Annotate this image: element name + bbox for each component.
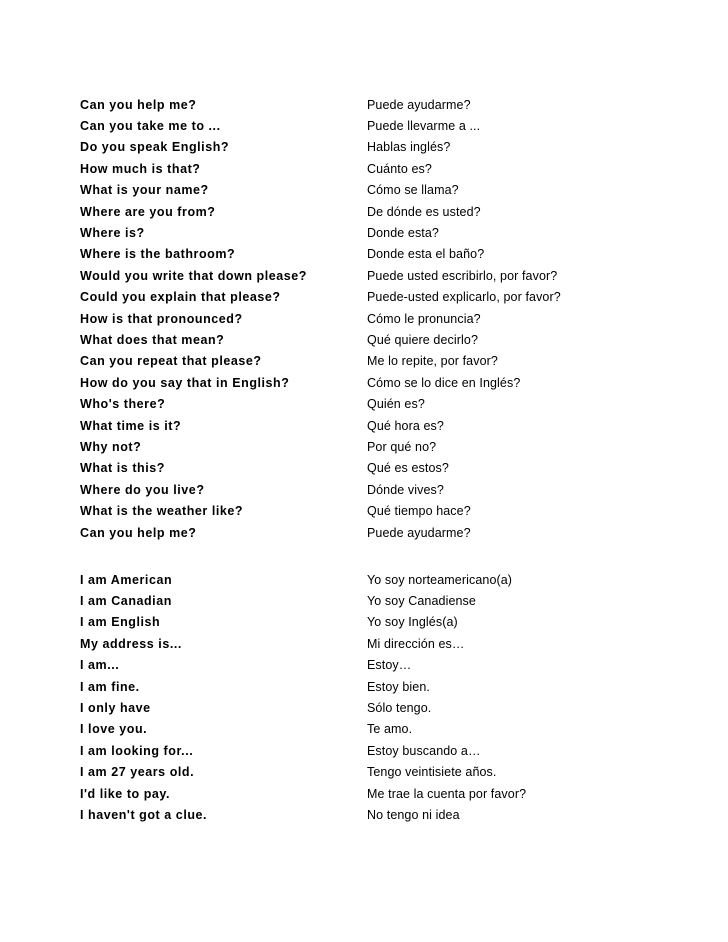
english-phrase: Where do you live? (80, 482, 205, 497)
english-phrase: I am fine. (80, 679, 140, 694)
spanish-translation: No tengo ni idea (367, 807, 460, 822)
english-phrase: What time is it? (80, 418, 182, 433)
phrase-row (80, 415, 640, 436)
spanish-translation: Qué quiere decirlo? (367, 332, 478, 347)
english-phrase: I love you. (80, 722, 148, 737)
spanish-translation: Puede usted escribirlo, por favor? (367, 268, 558, 283)
phrase-row (80, 393, 640, 414)
spanish-translation: Qué tiempo hace? (367, 504, 471, 519)
spanish-translation: Qué hora es? (367, 418, 444, 433)
english-phrase: I am English (80, 615, 161, 630)
spanish-translation: Puede ayudarme? (367, 525, 471, 540)
english-phrase: Do you speak English? (80, 140, 230, 155)
phrase-row (80, 633, 640, 654)
phrase-row (80, 351, 640, 372)
spanish-translation: Cómo le pronuncia? (367, 311, 481, 326)
spanish-translation: Me trae la cuenta por favor? (367, 786, 527, 801)
english-phrase: My address is... (80, 636, 182, 651)
phrase-row (80, 137, 640, 158)
english-phrase: Can you help me? (80, 525, 197, 540)
phrase-row (80, 287, 640, 308)
phrase-row (80, 94, 640, 115)
spanish-translation: Me lo repite, por favor? (367, 354, 498, 369)
phrase-row (80, 458, 640, 479)
english-phrase: I'd like to pay. (80, 786, 171, 801)
spanish-translation: Sólo tengo. (367, 701, 432, 716)
spanish-translation: Puede ayudarme? (367, 97, 471, 112)
questions-phrase-list (80, 94, 640, 543)
spanish-translation: Qué es estos? (367, 461, 449, 476)
english-phrase: I am American (80, 572, 173, 587)
phrase-row (80, 329, 640, 350)
english-phrase: I am... (80, 658, 120, 673)
spanish-translation: Estoy bien. (367, 679, 430, 694)
spanish-translation: Cuánto es? (367, 161, 432, 176)
english-phrase: How do you say that in English? (80, 375, 290, 390)
phrase-row (80, 244, 640, 265)
phrase-row (80, 783, 640, 804)
phrase-row (80, 522, 640, 543)
spanish-translation: Dónde vives? (367, 482, 444, 497)
phrase-row (80, 655, 640, 676)
phrase-row (80, 804, 640, 825)
english-phrase: Would you write that down please? (80, 268, 307, 283)
spanish-translation: Mi dirección es… (367, 636, 465, 651)
spanish-translation: Hablas inglés? (367, 140, 451, 155)
english-phrase: Where is the bathroom? (80, 247, 236, 262)
english-phrase: I am Canadian (80, 594, 172, 609)
spanish-translation: Quién es? (367, 397, 425, 412)
phrase-row (80, 180, 640, 201)
phrase-row (80, 479, 640, 500)
english-phrase: What does that mean? (80, 332, 225, 347)
phrase-row (80, 762, 640, 783)
phrase-row (80, 201, 640, 222)
phrase-row (80, 676, 640, 697)
spanish-translation: De dónde es usted? (367, 204, 481, 219)
english-phrase: Where are you from? (80, 204, 216, 219)
english-phrase: Where is? (80, 226, 145, 241)
english-phrase: Can you take me to ... (80, 119, 221, 134)
spanish-translation: Tengo veintisiete años. (367, 765, 497, 780)
phrase-row (80, 265, 640, 286)
english-phrase: Could you explain that please? (80, 290, 281, 305)
phrase-row (80, 308, 640, 329)
spanish-translation: Yo soy norteamericano(a) (367, 572, 513, 587)
phrase-row (80, 500, 640, 521)
phrase-row (80, 158, 640, 179)
phrase-row (80, 697, 640, 718)
spanish-translation: Donde esta el baño? (367, 247, 485, 262)
spanish-translation: Cómo se llama? (367, 183, 459, 198)
spanish-translation: Donde esta? (367, 226, 439, 241)
phrase-row (80, 436, 640, 457)
english-phrase: I only have (80, 701, 151, 716)
english-phrase: Why not? (80, 439, 142, 454)
statements-phrase-list (80, 569, 640, 826)
english-phrase: I am 27 years old. (80, 765, 195, 780)
phrase-row (80, 590, 640, 611)
english-phrase: Can you help me? (80, 97, 197, 112)
english-phrase: How is that pronounced? (80, 311, 243, 326)
phrase-row (80, 569, 640, 590)
spanish-translation: Estoy buscando a… (367, 743, 481, 758)
english-phrase: What is the weather like? (80, 504, 244, 519)
phrase-row (80, 372, 640, 393)
spanish-translation: Yo soy Inglés(a) (367, 615, 458, 630)
phrase-row (80, 222, 640, 243)
english-phrase: Can you repeat that please? (80, 354, 262, 369)
phrase-row (80, 612, 640, 633)
english-phrase: I am looking for... (80, 743, 194, 758)
english-phrase: Who's there? (80, 397, 166, 412)
spanish-translation: Yo soy Canadiense (367, 594, 476, 609)
phrase-row (80, 115, 640, 136)
english-phrase: What is your name? (80, 183, 209, 198)
english-phrase: I haven't got a clue. (80, 807, 208, 822)
spanish-translation: Estoy… (367, 658, 412, 673)
english-phrase: What is this? (80, 461, 165, 476)
spanish-translation: Por qué no? (367, 439, 437, 454)
phrase-row (80, 740, 640, 761)
spanish-translation: Te amo. (367, 722, 413, 737)
spanish-translation: Puede-usted explicarlo, por favor? (367, 290, 561, 305)
spanish-translation: Puede llevarme a ... (367, 119, 481, 134)
phrase-row (80, 719, 640, 740)
spanish-translation: Cómo se lo dice en Inglés? (367, 375, 521, 390)
english-phrase: How much is that? (80, 161, 201, 176)
